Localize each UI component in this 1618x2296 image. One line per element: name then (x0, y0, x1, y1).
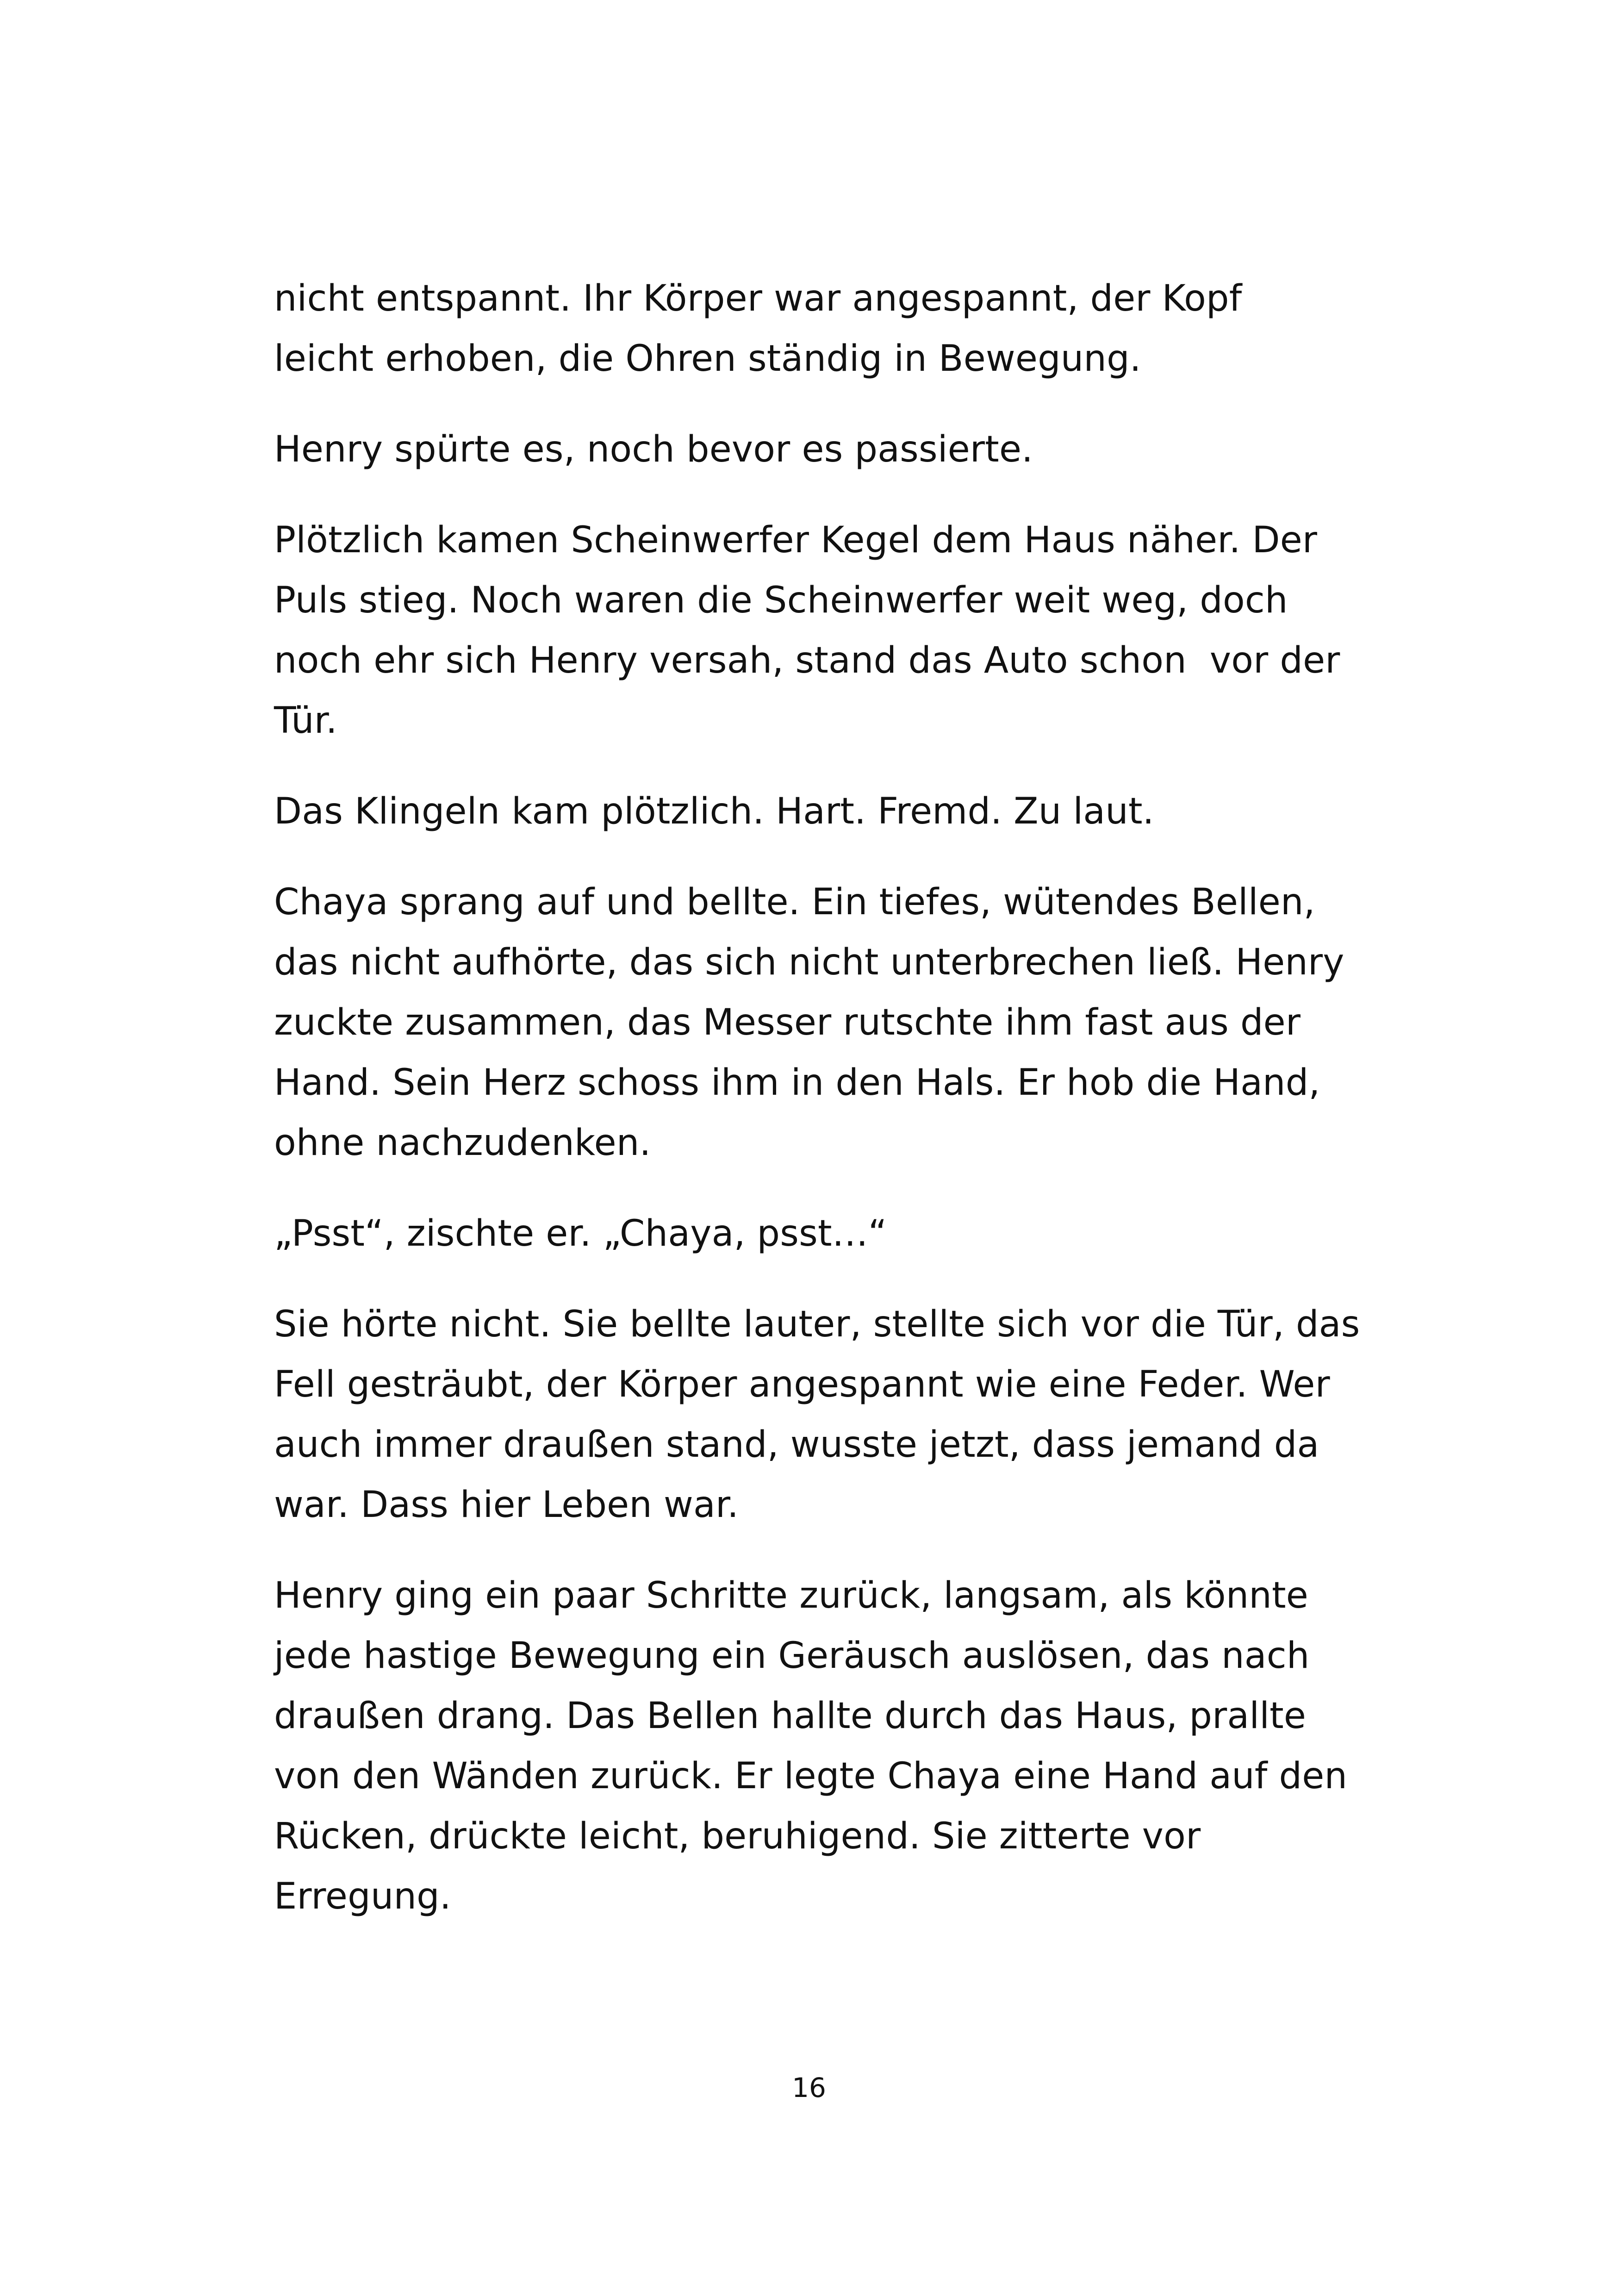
text-line: Fell gesträubt, der Körper angespannt wie eine Feder. Wer (274, 1364, 1330, 1405)
paragraph-3 (274, 510, 1375, 751)
paragraph-6 (274, 1204, 1375, 1264)
text-line: Sie hörte nicht. Sie bellte lauter, stellte sich vor die Tür, das (274, 1304, 1360, 1345)
text-line: jede hastige Bewegung ein Geräusch auslösen, das nach (274, 1635, 1310, 1677)
text-line: Erregung. (274, 1876, 451, 1917)
paragraph-1 (274, 268, 1375, 389)
text-line: Plötzlich kamen Scheinwerfer Kegel dem Haus näher. Der (274, 519, 1318, 561)
text-line: Das Klingeln kam plötzlich. Hart. Fremd. Zu laut. (274, 791, 1154, 832)
paragraph-5 (274, 872, 1375, 1173)
text-line: Puls stieg. Noch waren die Scheinwerfer weit weg, doch (274, 580, 1288, 621)
text-line: leicht erhoben, die Ohren ständig in Bewegung. (274, 338, 1141, 380)
text-line: Henry spürte es, noch bevor es passierte. (274, 429, 1033, 470)
page-number: 16 (792, 2072, 826, 2103)
text-line: von den Wänden zurück. Er legte Chaya eine Hand auf den (274, 1755, 1348, 1797)
text-line: noch ehr sich Henry versah, stand das Auto schon vor der (274, 640, 1340, 681)
paragraph-2 (274, 419, 1375, 480)
paragraph-8 (274, 1566, 1375, 1927)
text-line: das nicht aufhörte, das sich nicht unterbrechen ließ. Henry (274, 942, 1344, 983)
paragraph-4 (274, 781, 1375, 842)
text-line: Tür. (274, 700, 337, 742)
text-line: Rücken, drückte leicht, beruhigend. Sie zitterte vor (274, 1816, 1201, 1857)
paragraph-7 (274, 1294, 1375, 1535)
text-line: ohne nachzudenken. (274, 1122, 651, 1164)
text-line: zuckte zusammen, das Messer rutschte ihm fast aus der (274, 1002, 1301, 1043)
text-line: nicht entspannt. Ihr Körper war angespannt, der Kopf (274, 278, 1242, 319)
text-line: „Psst“, zischte er. „Chaya, psst…“ (274, 1213, 887, 1254)
text-line: Henry ging ein paar Schritte zurück, langsam, als könnte (274, 1575, 1308, 1616)
body-text (274, 268, 1375, 1957)
text-line: war. Dass hier Leben war. (274, 1484, 739, 1526)
text-line: Hand. Sein Herz schoss ihm in den Hals. Er hob die Hand, (274, 1062, 1320, 1104)
text-line: auch immer draußen stand, wusste jetzt, dass jemand da (274, 1424, 1319, 1466)
text-line: draußen drang. Das Bellen hallte durch das Haus, prallte (274, 1695, 1307, 1737)
text-line: Chaya sprang auf und bellte. Ein tiefes, wütendes Bellen, (274, 881, 1315, 923)
